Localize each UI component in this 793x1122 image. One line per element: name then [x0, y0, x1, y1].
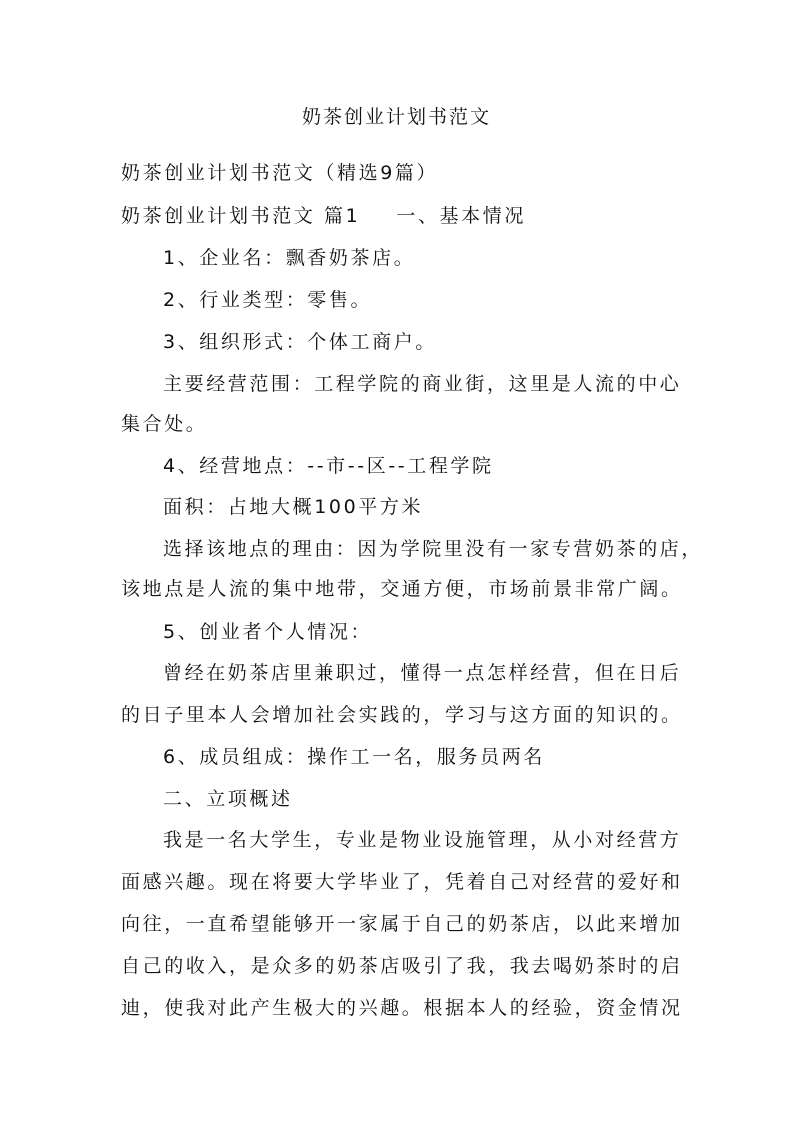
document-title: 奶茶创业计划书范文: [301, 106, 491, 128]
paragraph-line: 6、成员组成：操作工一名，服务员两名: [163, 746, 545, 768]
paragraph-line: 面感兴趣。现在将要大学毕业了，凭着自己对经营的爱好和: [121, 871, 683, 893]
paragraph-line: 3、组织形式：个体工商户。: [163, 331, 437, 353]
paragraph-line: 自己的收入，是众多的奶茶店吸引了我，我去喝奶茶时的启: [121, 955, 683, 977]
paragraph-line: 该地点是人流的集中地带，交通方便，市场前景非常广阔。: [121, 578, 683, 600]
section-heading-row: [121, 203, 526, 229]
section-heading: 奶茶创业计划书范文 篇1: [121, 205, 361, 227]
section-heading-part2: 一、基本情况: [396, 205, 526, 227]
paragraph-line: 集合处。: [121, 413, 208, 435]
paragraph-line: 2、行业类型：零售。: [163, 289, 373, 311]
paragraph-line: 迪，使我对此产生极大的兴趣。根据本人的经验，资金情况: [121, 997, 683, 1019]
paragraph-line: 主要经营范围：工程学院的商业街，这里是人流的中心: [163, 373, 682, 395]
paragraph-line: 我是一名大学生，专业是物业设施管理，从小对经营方: [163, 829, 682, 851]
paragraph-line: 5、创业者个人情况：: [163, 621, 373, 643]
paragraph-line: 向往，一直希望能够开一家属于自己的奶茶店，以此来增加: [121, 913, 683, 935]
paragraph-line: 1、企业名：飘香奶茶店。: [163, 247, 416, 269]
paragraph-line: 的日子里本人会增加社会实践的，学习与这方面的知识的。: [121, 704, 683, 726]
paragraph-line: 曾经在奶茶店里兼职过，懂得一点怎样经营，但在日后: [163, 662, 682, 684]
paragraph-line: 面积：占地大概100平方米: [163, 496, 424, 518]
document-subtitle: 奶茶创业计划书范文（精选9篇）: [121, 162, 439, 184]
paragraph-line: 4、经营地点：--市--区--工程学院: [163, 455, 494, 477]
paragraph-line: 选择该地点的理由：因为学院里没有一家专营奶茶的店，: [163, 538, 704, 560]
paragraph-line: 二、立项概述: [163, 788, 293, 810]
